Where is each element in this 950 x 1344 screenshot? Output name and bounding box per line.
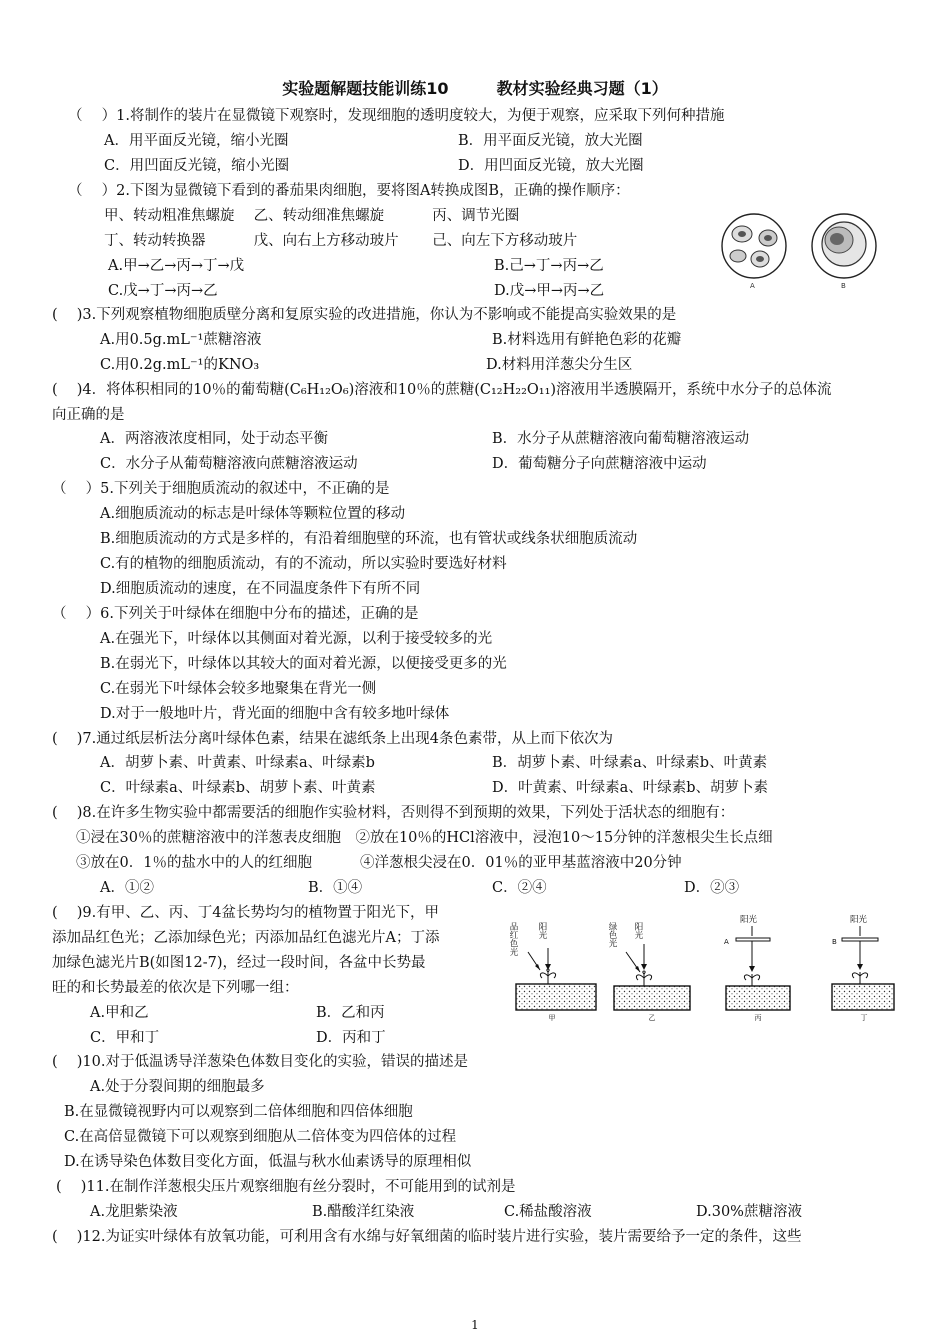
- q4-option-d: D．葡萄糖分子向蔗糖溶液中运动: [492, 456, 707, 472]
- q1-option-c: C．用凹面反光镜，缩小光圈: [104, 158, 290, 174]
- pot-ding: [832, 914, 894, 1022]
- q4-stem-cont: 向正确的是: [52, 407, 125, 423]
- q9-stem-cont2: 加绿色滤光片B(如图12-7)，经过一段时间，各盆中长势最: [52, 955, 426, 971]
- pot-label-jia: 甲: [548, 1014, 556, 1022]
- q10-stem: ( )10.对于低温诱导洋葱染色体数目变化的实验，错误的描述是: [52, 1054, 468, 1070]
- q7-stem: ( )7.通过纸层析法分离叶绿体色素，结果在滤纸条上出现4条色素带，从上而下依次为: [52, 731, 613, 747]
- q9-stem: ( )9.有甲、乙、丙、丁4盆长势均匀的植物置于阳光下，甲: [52, 905, 439, 921]
- q8-option-c: C．②④: [492, 880, 547, 896]
- cell-view-b: [812, 214, 876, 278]
- q5-stem: （ ）5.下列关于细胞质流动的叙述中，不正确的是: [52, 481, 390, 497]
- page-title: [0, 76, 950, 99]
- pot-label-ding: 丁: [860, 1014, 868, 1022]
- q6-stem: （ ）6.下列关于叶绿体在细胞中分布的描述，正确的是: [52, 606, 419, 622]
- q11-option-b: B.醋酸洋红染液: [312, 1204, 415, 1220]
- q3-option-d: D.材料用洋葱尖分生区: [486, 357, 633, 373]
- label-green-light: 绿色光: [607, 922, 617, 948]
- cell-label-b: B: [841, 282, 846, 290]
- page-number: 1: [471, 1318, 479, 1332]
- q11-stem: ( )11.在制作洋葱根尖压片观察细胞有丝分裂时，不可能用到的试剂是: [56, 1179, 516, 1195]
- q8-option-d: D．②③: [684, 880, 740, 896]
- q9-stem-cont3: 旺的和长势最差的依次是下列哪一组：: [52, 980, 299, 996]
- q4-option-c: C．水分子从葡萄糖溶液向蔗糖溶液运动: [100, 456, 358, 472]
- q8-stem: ( )8.在许多生物实验中都需要活的细胞作实验材料，否则得不到预期的效果，下列处于活状态的细胞有：: [52, 805, 735, 821]
- q3-stem: ( )3.下列观察植物细胞质壁分离和复原实验的改进措施，你认为不影响或不能提高实验效果的是: [52, 307, 677, 323]
- q10-option-a: A.处于分裂间期的细胞最多: [90, 1079, 265, 1095]
- q5-option-b: B.细胞质流动的方式是多样的，有沿着细胞壁的环流，也有管状或线条状细胞质流动: [100, 531, 638, 547]
- q2-stem: （ ）2.下图为显微镜下看到的番茄果肉细胞，要将图A转换成图B，正确的操作顺序：: [68, 183, 630, 199]
- filter-b-label: B: [832, 938, 837, 946]
- pot-label-yi: 乙: [648, 1014, 656, 1022]
- q9-option-b: B．乙和丙: [316, 1005, 385, 1021]
- q3-option-a: A.用0.5g.mL⁻¹蔗糖溶液: [100, 332, 262, 348]
- q8-items-row2: ③放在0．1％的盐水中的人的红细胞 ④洋葱根尖浸在0．01％的亚甲基蓝溶液中20分钟: [76, 855, 682, 871]
- pot-bing: [724, 914, 790, 1022]
- q11-option-a: A.龙胆紫染液: [90, 1204, 178, 1220]
- q1-option-d: D．用凹面反光镜，放大光圈: [458, 158, 644, 174]
- plants-figure: [508, 910, 900, 1022]
- q10-option-c: C.在高倍显微镜下可以观察到细胞从二倍体变为四倍体的过程: [64, 1129, 457, 1145]
- q4-stem: ( )4．将体积相同的10％的葡萄糖(C₆H₁₂O₆)溶液和10％的蔗糖(C₁₂H₂₂O₁₁)溶液用半透膜隔开，系统中水分子的总体流: [52, 382, 832, 398]
- q7-option-c: C．叶绿素a、叶绿素b、胡萝卜素、叶黄素: [100, 780, 376, 796]
- q6-option-c: C.在弱光下叶绿体会较多地聚集在背光一侧: [100, 681, 377, 697]
- q9-stem-cont1: 添加品红色光；乙添加绿色光；丙添加品红色滤光片A；丁添: [52, 930, 440, 946]
- q2-steps-row2: 丁、转动转换器 戊、向右上方移动玻片 己、向左下方移动玻片: [104, 233, 578, 249]
- q5-option-c: C.有的植物的细胞质流动，有的不流动，所以实验时要选好材料: [100, 556, 507, 572]
- cells-figure: [716, 212, 896, 292]
- pot-yi: [607, 922, 690, 1022]
- q2-steps-row1: 甲、转动粗准焦螺旋 乙、转动细准焦螺旋 丙、调节光圈: [104, 208, 520, 224]
- q12-stem: ( )12.为证实叶绿体有放氧功能，可利用含有水绵与好氧细菌的临时装片进行实验，装片需要给予一定的条件，这些: [52, 1229, 802, 1245]
- q2-option-c: C.戊→丁→丙→乙: [108, 283, 218, 299]
- q10-option-b: B.在显微镜视野内可以观察到二倍体细胞和四倍体细胞: [64, 1104, 413, 1120]
- q4-option-a: A．两溶液浓度相同，处于动态平衡: [100, 431, 328, 447]
- title-part1: 实验题解题技能训练10: [282, 79, 449, 98]
- q5-option-a: A.细胞质流动的标志是叶绿体等颗粒位置的移动: [100, 506, 406, 522]
- label-sun-yi: 阳光: [633, 922, 643, 939]
- pot-jia: [508, 922, 596, 1022]
- q9-option-d: D．丙和丁: [316, 1030, 386, 1046]
- q7-option-b: B．胡萝卜素、叶绿素a、叶绿素b、叶黄素: [492, 755, 768, 771]
- label-magenta-light: 品红色光: [508, 922, 518, 956]
- q4-option-b: B．水分子从蔗糖溶液向葡萄糖溶液运动: [492, 431, 750, 447]
- q2-option-b: B.己→丁→丙→乙: [494, 258, 604, 274]
- q10-option-d: D.在诱导染色体数目变化方面，低温与秋水仙素诱导的原理相似: [64, 1154, 472, 1170]
- q8-option-b: B．①④: [308, 880, 363, 896]
- label-sun-ding: 阳光: [850, 915, 868, 925]
- q3-option-b: B.材料选用有鲜艳色彩的花瓣: [492, 332, 682, 348]
- q11-option-c: C.稀盐酸溶液: [504, 1204, 592, 1220]
- q9-option-a: A.甲和乙: [90, 1005, 149, 1021]
- q7-option-a: A．胡萝卜素、叶黄素、叶绿素a、叶绿素b: [100, 755, 375, 771]
- q9-option-c: C．甲和丁: [90, 1030, 160, 1046]
- cell-view-a: [722, 214, 786, 278]
- pot-label-bing: 丙: [754, 1014, 762, 1022]
- filter-a-label: A: [724, 938, 729, 946]
- q8-items-row1: ①浸在30％的蔗糖溶液中的洋葱表皮细胞 ②放在10％的HCl溶液中，浸泡10～15分钟的洋葱根尖生长点细: [76, 830, 773, 846]
- q2-option-d: D.戊→甲→丙→乙: [494, 283, 605, 299]
- q1-stem: （ ）1.将制作的装片在显微镜下观察时，发现细胞的透明度较大，为便于观察，应采取下列何种措施: [68, 108, 725, 124]
- q6-option-d: D.对于一般地叶片，背光面的细胞中含有较多地叶绿体: [100, 706, 450, 722]
- q6-option-a: A.在强光下，叶绿体以其侧面对着光源，以利于接受较多的光: [100, 631, 493, 647]
- label-sun-bing: 阳光: [740, 915, 758, 925]
- q6-option-b: B.在弱光下，叶绿体以其较大的面对着光源，以便接受更多的光: [100, 656, 507, 672]
- q1-option-a: A．用平面反光镜，缩小光圈: [104, 133, 289, 149]
- q11-option-d: D.30%蔗糖溶液: [696, 1204, 802, 1220]
- title-part2: 教材实验经典习题（1）: [496, 79, 668, 98]
- q8-option-a: A．①②: [100, 880, 154, 896]
- q7-option-d: D．叶黄素、叶绿素a、叶绿素b、胡萝卜素: [492, 780, 769, 796]
- q2-option-a: A.甲→乙→丙→丁→戊: [108, 258, 245, 274]
- q1-option-b: B．用平面反光镜，放大光圈: [458, 133, 643, 149]
- q3-option-c: C.用0.2g.mL⁻¹的KNO₃: [100, 357, 260, 373]
- q5-option-d: D.细胞质流动的速度，在不同温度条件下有所不同: [100, 581, 421, 597]
- cell-label-a: A: [750, 282, 755, 290]
- label-sun-jia: 阳光: [537, 922, 547, 939]
